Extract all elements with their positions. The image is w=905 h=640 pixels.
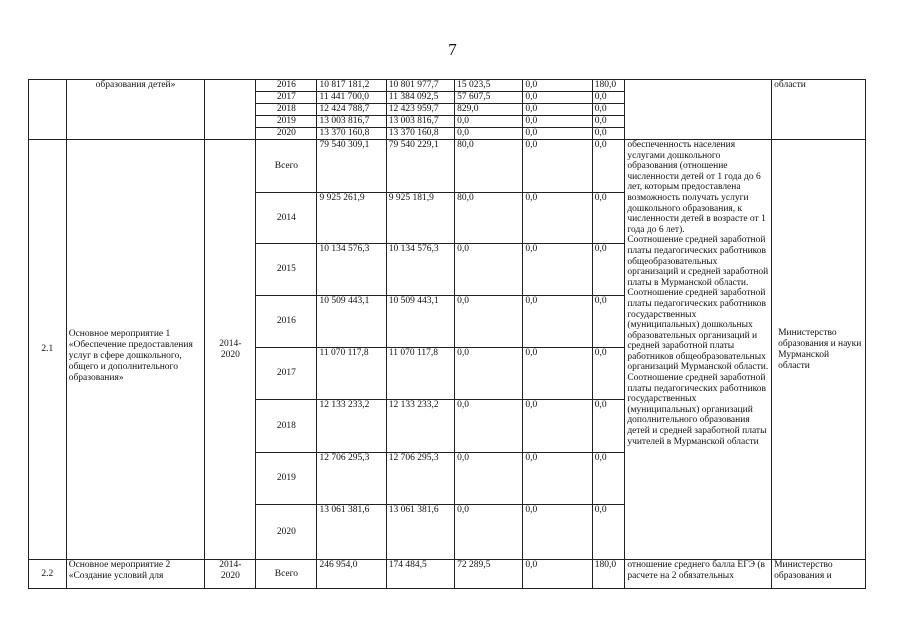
amount-cell: 12 133 233,2 xyxy=(386,400,454,453)
executor-cell: области xyxy=(772,80,866,140)
year-cell: 2014 xyxy=(256,193,317,244)
page-number: 7 xyxy=(448,40,457,59)
amount-cell: 13 370 160,8 xyxy=(317,128,386,140)
amount-cell: 0,0 xyxy=(592,104,625,116)
year-cell: 2019 xyxy=(256,453,317,505)
amount-cell: 0,0 xyxy=(455,296,523,348)
year-cell: 2019 xyxy=(256,116,317,128)
indicator-cell: обеспеченность населения услугами дошкольного образования (отношение численности детей от 1 года до 6 лет, которым предоставлена возможность получать услуги дошкольного образования, к численности детей в возрасте от 1 года до 6 лет). Соотношение средней заработной платы педагогических работников общеобразовательных организаций и средней заработной платы в Мурманской области. Соотношение средней заработной платы педагогических работников государственных (муниципальных) дошкольных образовательных организаций и средней заработной платы работников общеобразовательных организаций Мурманской области. Соотношение средней заработной платы педагогических работников государственных (муниципальных) организаций дополнительного образования детей и средней заработной платы учителей в Мурманской области xyxy=(625,140,772,560)
amount-cell: 174 484,5 xyxy=(386,560,454,589)
amount-cell: 0,0 xyxy=(523,104,592,116)
period-cell xyxy=(205,80,256,140)
amount-cell: 0,0 xyxy=(592,116,625,128)
amount-cell: 10 509 443,1 xyxy=(317,296,386,348)
amount-cell: 0,0 xyxy=(455,116,523,128)
indicator-cell: отношение среднего балла ЕГЭ (в расчете на 2 обязательных xyxy=(625,560,772,589)
amount-cell: 0,0 xyxy=(455,400,523,453)
indicator-cell xyxy=(625,80,772,140)
amount-cell: 80,0 xyxy=(455,193,523,244)
period-cell: 2014- 2020 xyxy=(205,560,256,589)
year-cell: 2020 xyxy=(256,505,317,560)
year-cell: 2017 xyxy=(256,348,317,400)
amount-cell: 9 925 261,9 xyxy=(317,193,386,244)
amount-cell: 0,0 xyxy=(592,193,625,244)
row-number-cell xyxy=(29,80,67,140)
executor-cell: Министерство образования и xyxy=(772,560,866,589)
amount-cell: 0,0 xyxy=(523,193,592,244)
amount-cell: 0,0 xyxy=(523,296,592,348)
amount-cell: 11 070 117,8 xyxy=(386,348,454,400)
amount-cell: 12 423 959,7 xyxy=(386,104,454,116)
amount-cell: 0,0 xyxy=(592,92,625,104)
year-cell: 2018 xyxy=(256,400,317,453)
amount-cell: 829,0 xyxy=(455,104,523,116)
amount-cell: 72 289,5 xyxy=(455,560,523,589)
measure-name-cell: Основное мероприятие 1 «Обеспечение предоставления услуг в сфере дошкольного, общего и дополнительного образования» xyxy=(66,140,205,560)
period-cell: 2014- 2020 xyxy=(205,140,256,560)
amount-cell: 10 801 977,7 xyxy=(386,80,454,92)
amount-cell: 246 954,0 xyxy=(317,560,386,589)
amount-cell: 0,0 xyxy=(592,505,625,560)
amount-cell: 10 509 443,1 xyxy=(386,296,454,348)
amount-cell: 0,0 xyxy=(523,80,592,92)
amount-cell: 57 607,5 xyxy=(455,92,523,104)
amount-cell: 0,0 xyxy=(523,116,592,128)
amount-cell: 15 023,5 xyxy=(455,80,523,92)
budget-table xyxy=(28,79,866,589)
amount-cell: 0,0 xyxy=(455,348,523,400)
year-cell: 2016 xyxy=(256,80,317,92)
amount-cell: 12 424 788,7 xyxy=(317,104,386,116)
table-row xyxy=(29,80,866,92)
measure-name-cell: образования детей» xyxy=(66,80,205,140)
year-cell: 2015 xyxy=(256,244,317,296)
table-row xyxy=(29,560,866,589)
year-cell: Всего xyxy=(256,140,317,193)
amount-cell: 0,0 xyxy=(523,128,592,140)
year-cell: 2017 xyxy=(256,92,317,104)
amount-cell: 13 061 381,6 xyxy=(317,505,386,560)
amount-cell: 12 706 295,3 xyxy=(317,453,386,505)
amount-cell: 13 061 381,6 xyxy=(386,505,454,560)
measure-name-cell: Основное мероприятие 2 «Создание условий для xyxy=(66,560,205,589)
table-row xyxy=(29,140,866,193)
amount-cell: 0,0 xyxy=(592,140,625,193)
amount-cell: 13 370 160,8 xyxy=(386,128,454,140)
amount-cell: 0,0 xyxy=(523,505,592,560)
amount-cell: 0,0 xyxy=(592,128,625,140)
amount-cell: 12 706 295,3 xyxy=(386,453,454,505)
amount-cell: 0,0 xyxy=(523,560,592,589)
amount-cell: 0,0 xyxy=(523,453,592,505)
row-number-cell: 2.2 xyxy=(29,560,67,589)
amount-cell: 9 925 181,9 xyxy=(386,193,454,244)
amount-cell: 180,0 xyxy=(592,80,625,92)
year-cell: 2018 xyxy=(256,104,317,116)
year-cell: Всего xyxy=(256,560,317,589)
amount-cell: 10 134 576,3 xyxy=(386,244,454,296)
amount-cell: 0,0 xyxy=(592,400,625,453)
amount-cell: 10 134 576,3 xyxy=(317,244,386,296)
amount-cell: 0,0 xyxy=(523,348,592,400)
amount-cell: 0,0 xyxy=(455,505,523,560)
amount-cell: 0,0 xyxy=(592,453,625,505)
amount-cell: 0,0 xyxy=(523,244,592,296)
amount-cell: 12 133 233,2 xyxy=(317,400,386,453)
year-cell: 2020 xyxy=(256,128,317,140)
amount-cell: 13 003 816,7 xyxy=(386,116,454,128)
amount-cell: 11 441 700,0 xyxy=(317,92,386,104)
amount-cell: 79 540 309,1 xyxy=(317,140,386,193)
amount-cell: 0,0 xyxy=(455,244,523,296)
amount-cell: 11 070 117,8 xyxy=(317,348,386,400)
amount-cell: 180,0 xyxy=(592,560,625,589)
year-cell: 2016 xyxy=(256,296,317,348)
amount-cell: 13 003 816,7 xyxy=(317,116,386,128)
amount-cell: 80,0 xyxy=(455,140,523,193)
amount-cell: 0,0 xyxy=(523,400,592,453)
amount-cell: 10 817 181,2 xyxy=(317,80,386,92)
amount-cell: 11 384 092,5 xyxy=(386,92,454,104)
executor-cell: Министерство образования и науки Мурманской области xyxy=(772,140,866,560)
row-number-cell: 2.1 xyxy=(29,140,67,560)
amount-cell: 79 540 229,1 xyxy=(386,140,454,193)
amount-cell: 0,0 xyxy=(455,128,523,140)
amount-cell: 0,0 xyxy=(592,296,625,348)
amount-cell: 0,0 xyxy=(592,244,625,296)
amount-cell: 0,0 xyxy=(523,140,592,193)
amount-cell: 0,0 xyxy=(523,92,592,104)
amount-cell: 0,0 xyxy=(592,348,625,400)
amount-cell: 0,0 xyxy=(455,453,523,505)
